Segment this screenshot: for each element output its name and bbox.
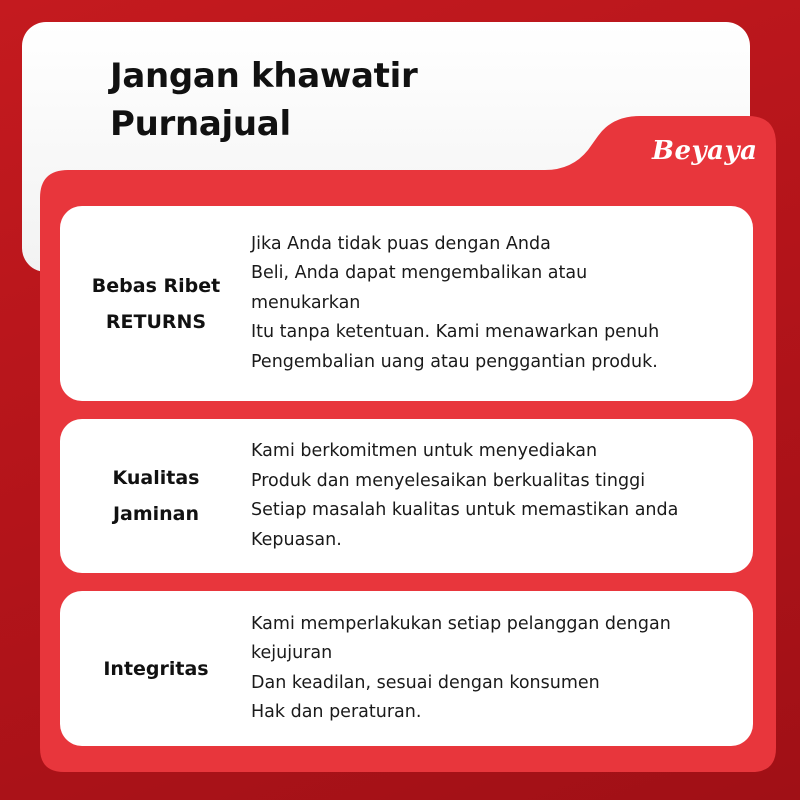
card-label-line: Bebas Ribet [91,274,221,297]
card-description [251,206,745,401]
card-text-line: Dan keadilan, sesuai dengan konsumen [251,672,600,693]
card-label [60,591,252,746]
card-text-line: menukarkan [251,292,361,313]
card-label [60,419,252,573]
card-hassle-free-returns [60,206,753,401]
title-line-2: Purnajual [110,104,291,144]
card-label-line: Jaminan [112,503,200,525]
card-text-line: kejujuran [251,643,333,663]
card-text-line: Hak dan peraturan. [251,702,422,722]
card-text-line: Pengembalian uang atau penggantian produk. [251,351,658,372]
card-text-line: Beli, Anda dapat mengembalikan atau [251,263,588,284]
card-label-line: Kualitas [112,467,200,489]
card-text-line: Produk dan menyelesaikan berkualitas tinggi [251,470,646,491]
title-line-1: Jangan khawatir [110,56,418,96]
card-text-line: Kami memperlakukan setiap pelanggan dengan [251,613,671,634]
card-integrity [60,591,753,746]
card-text-line: Kami berkomitmen untuk menyediakan [251,441,598,461]
card-text-line: Kepuasan. [251,529,342,550]
card-label-line: Integritas [103,657,209,680]
card-text-line: Setiap masalah kualitas untuk memastikan anda [251,500,679,520]
card-label [60,206,252,401]
card-description [251,419,745,573]
card-description [251,591,745,746]
card-label-line: RETURNS [105,310,207,333]
card-quality-guarantee [60,419,753,573]
brand-logo: Beyaya [652,136,758,166]
card-text-line: Itu tanpa ketentuan. Kami menawarkan penuh [251,322,660,343]
card-text-line: Jika Anda tidak puas dengan Anda [251,233,551,254]
